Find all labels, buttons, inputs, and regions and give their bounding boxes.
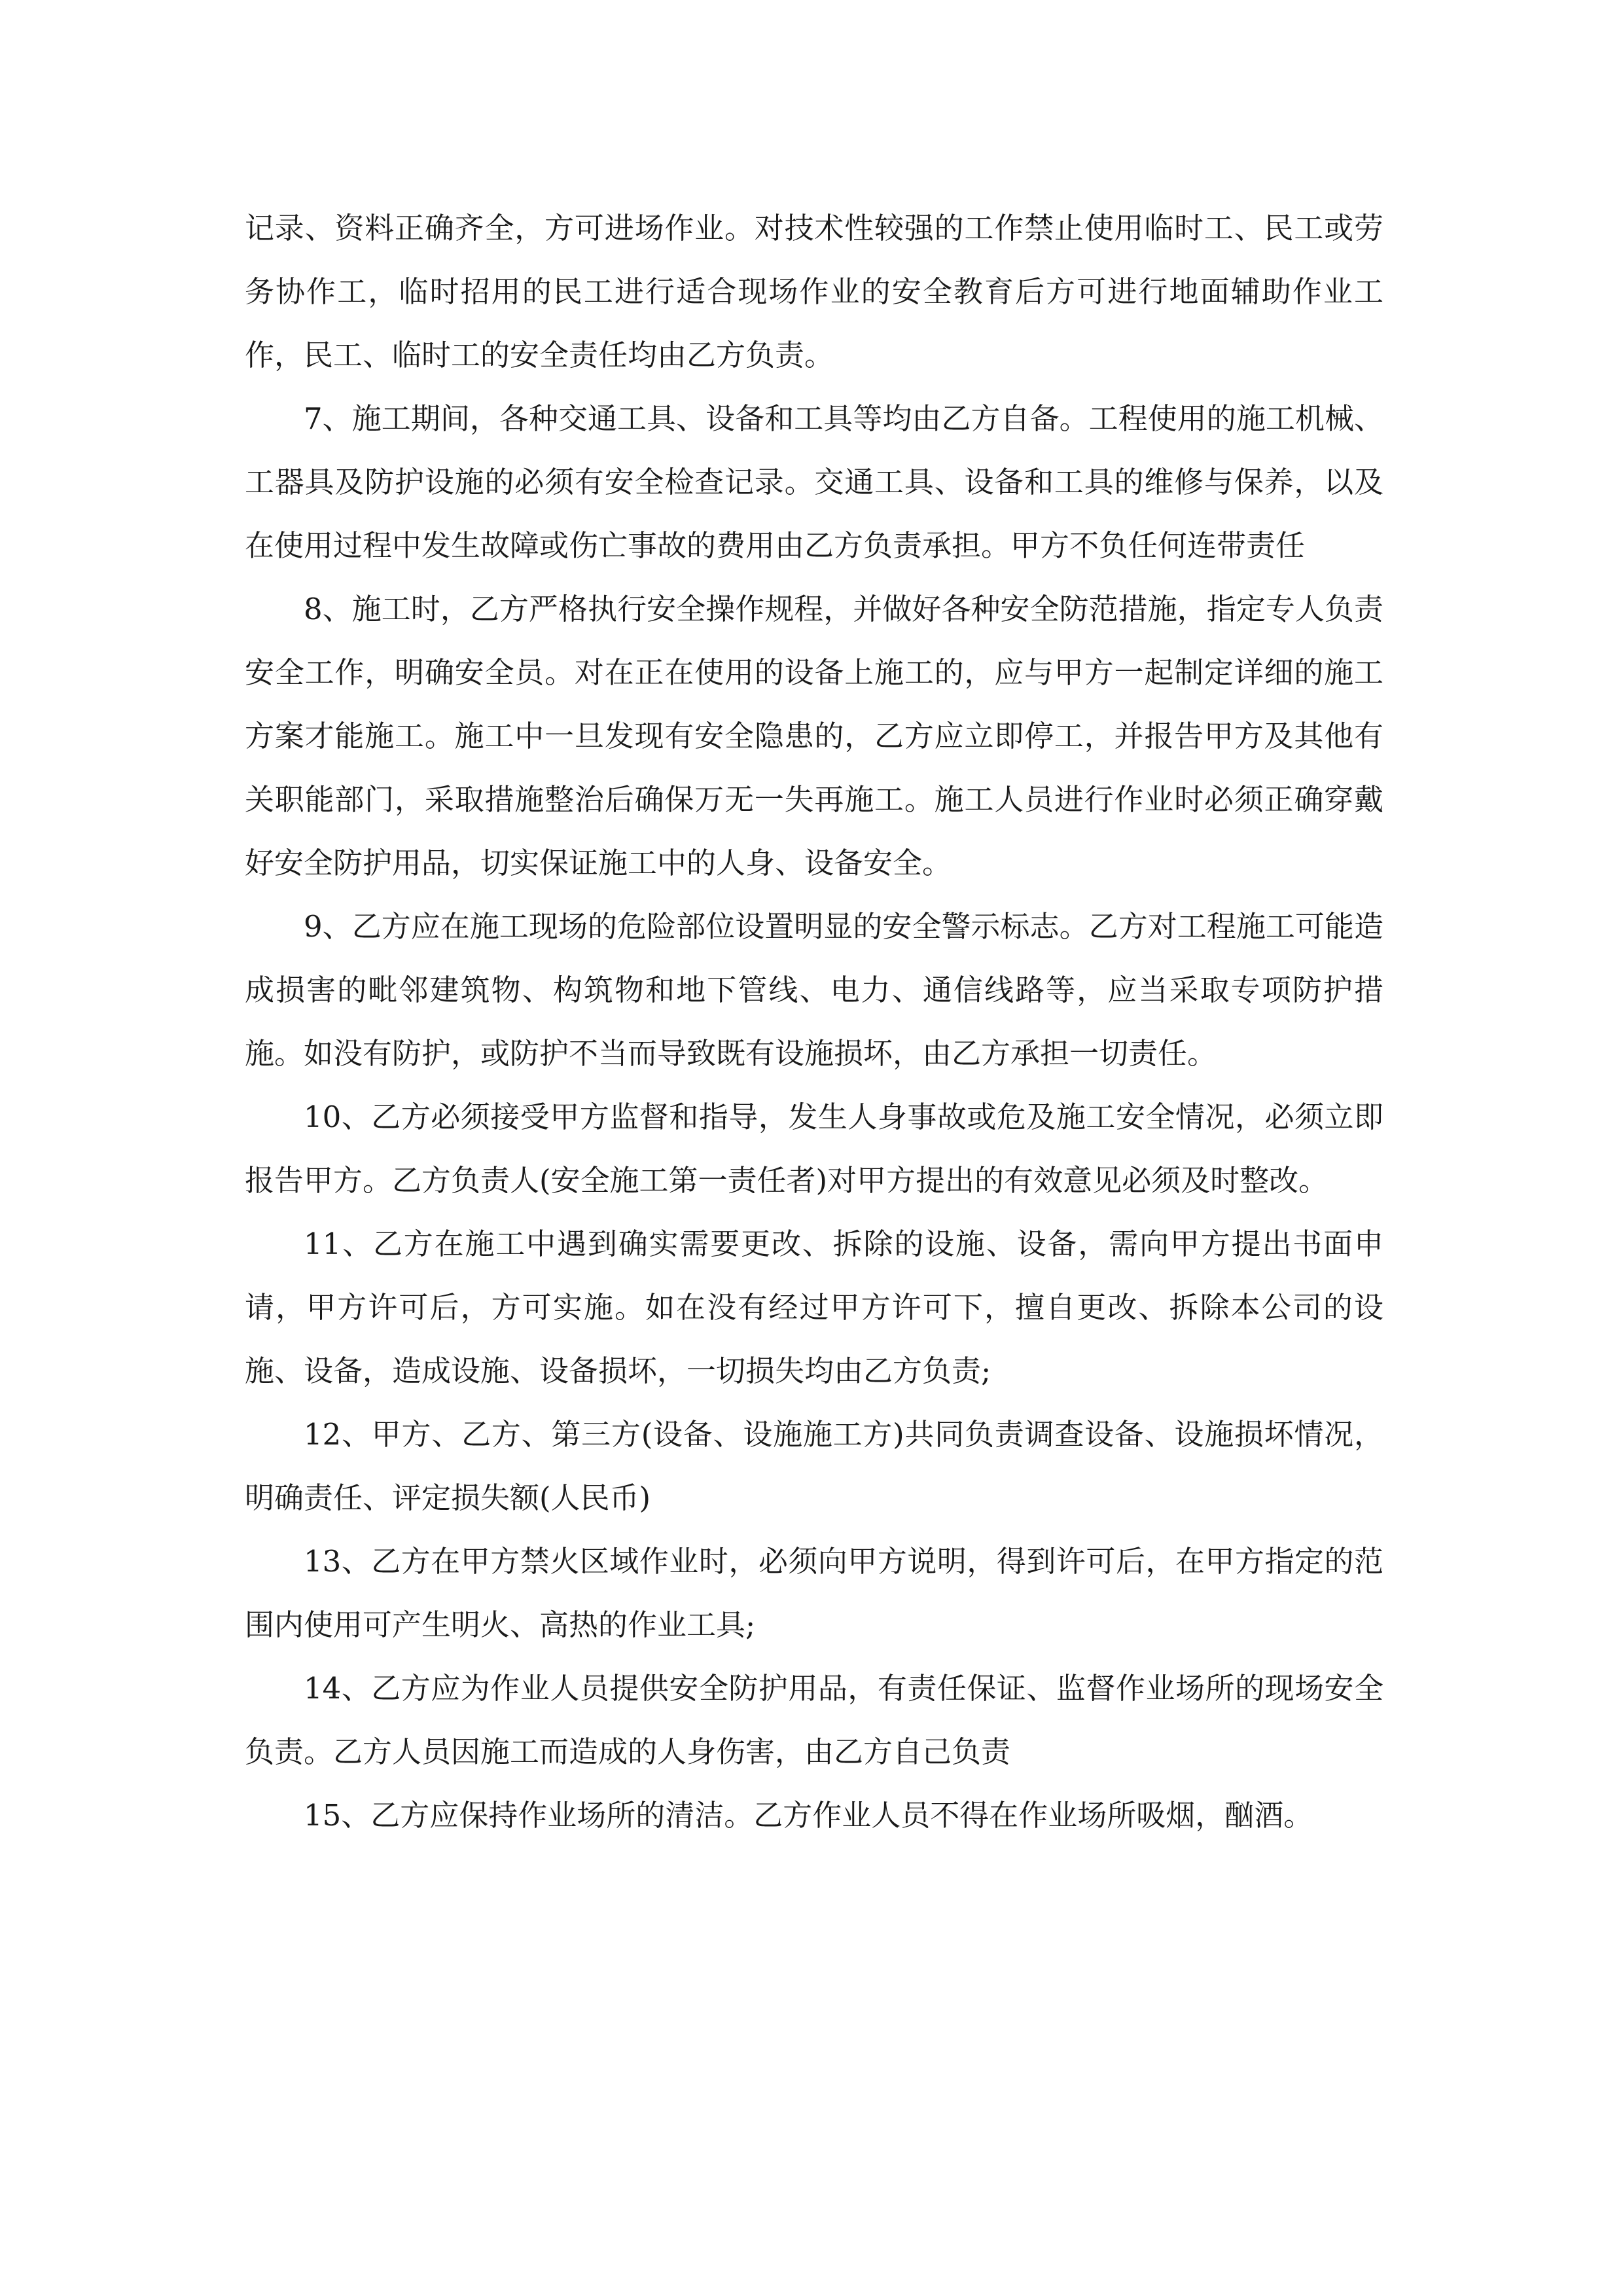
paragraph-clause-14: 14、乙方应为作业人员提供安全防护用品，有责任保证、监督作业场所的现场安全负责。乙方人员因施工而造成的人身伤害，由乙方自己负责 (245, 1671, 1383, 1769)
document-body (245, 196, 1383, 1847)
paragraph-clause-8: 8、施工时，乙方严格执行安全操作规程，并做好各种安全防范措施，指定专人负责安全工作，明确安全员。对在正在使用的设备上施工的，应与甲方一起制定详细的施工方案才能施工。施工中一旦发现有安全隐患的，乙方应立即停工，并报告甲方及其他有关职能部门，采取措施整治后确保万无一失再施工。施工人员进行作业时必须正确穿戴好安全防护用品，切实保证施工中的人身、设备安全。 (245, 592, 1383, 880)
paragraph-clause-12: 12、甲方、乙方、第三方(设备、设施施工方)共同负责调查设备、设施损坏情况，明确责任、评定损失额(人民币) (245, 1417, 1383, 1515)
paragraph-clause-10: 10、乙方必须接受甲方监督和指导，发生人身事故或危及施工安全情况，必须立即报告甲方。乙方负责人(安全施工第一责任者)对甲方提出的有效意见必须及时整改。 (245, 1100, 1383, 1198)
paragraph-clause-7: 7、施工期间，各种交通工具、设备和工具等均由乙方自备。工程使用的施工机械、工器具及防护设施的必须有安全检查记录。交通工具、设备和工具的维修与保养，以及 在使用过程中发生故障或伤亡事故的费用由乙方负责承担。甲方不负任何连带责任 (245, 401, 1383, 563)
paragraph-clause-13: 13、乙方在甲方禁火区域作业时，必须向甲方说明，得到许可后，在甲方指定的范围内使用可产生明火、高热的作业工具; (245, 1544, 1383, 1642)
paragraph-clause-15: 15、乙方应保持作业场所的清洁。乙方作业人员不得在作业场所吸烟，酗酒。 (304, 1798, 1313, 1833)
paragraph-clause-11: 11、乙方在施工中遇到确实需要更改、拆除的设施、设备，需向甲方提出书面申请，甲方许可后，方可实施。如在没有经过甲方许可下，擅自更改、拆除本公司的设施、设备，造成设施、设备损坏，一切损失均由乙方负责; (245, 1227, 1383, 1388)
paragraph-clause-9: 9、乙方应在施工现场的危险部位设置明显的安全警示标志。乙方对工程施工可能造成损害的毗邻建筑物、构筑物和地下管线、电力、通信线路等，应当采取专项防护措施。如没有防护，或防护不当而导致既有设施损坏，由乙方承担一切责任。 (245, 909, 1383, 1071)
paragraph-continuation: 记录、资料正确齐全，方可进场作业。对技术性较强的工作禁止使用临时工、民工或劳务协作工，临时招用的民工进行适合现场作业的安全教育后方可进行地面辅助作业工作，民工、临时工的安全责任均由乙方负责。 (245, 211, 1383, 372)
